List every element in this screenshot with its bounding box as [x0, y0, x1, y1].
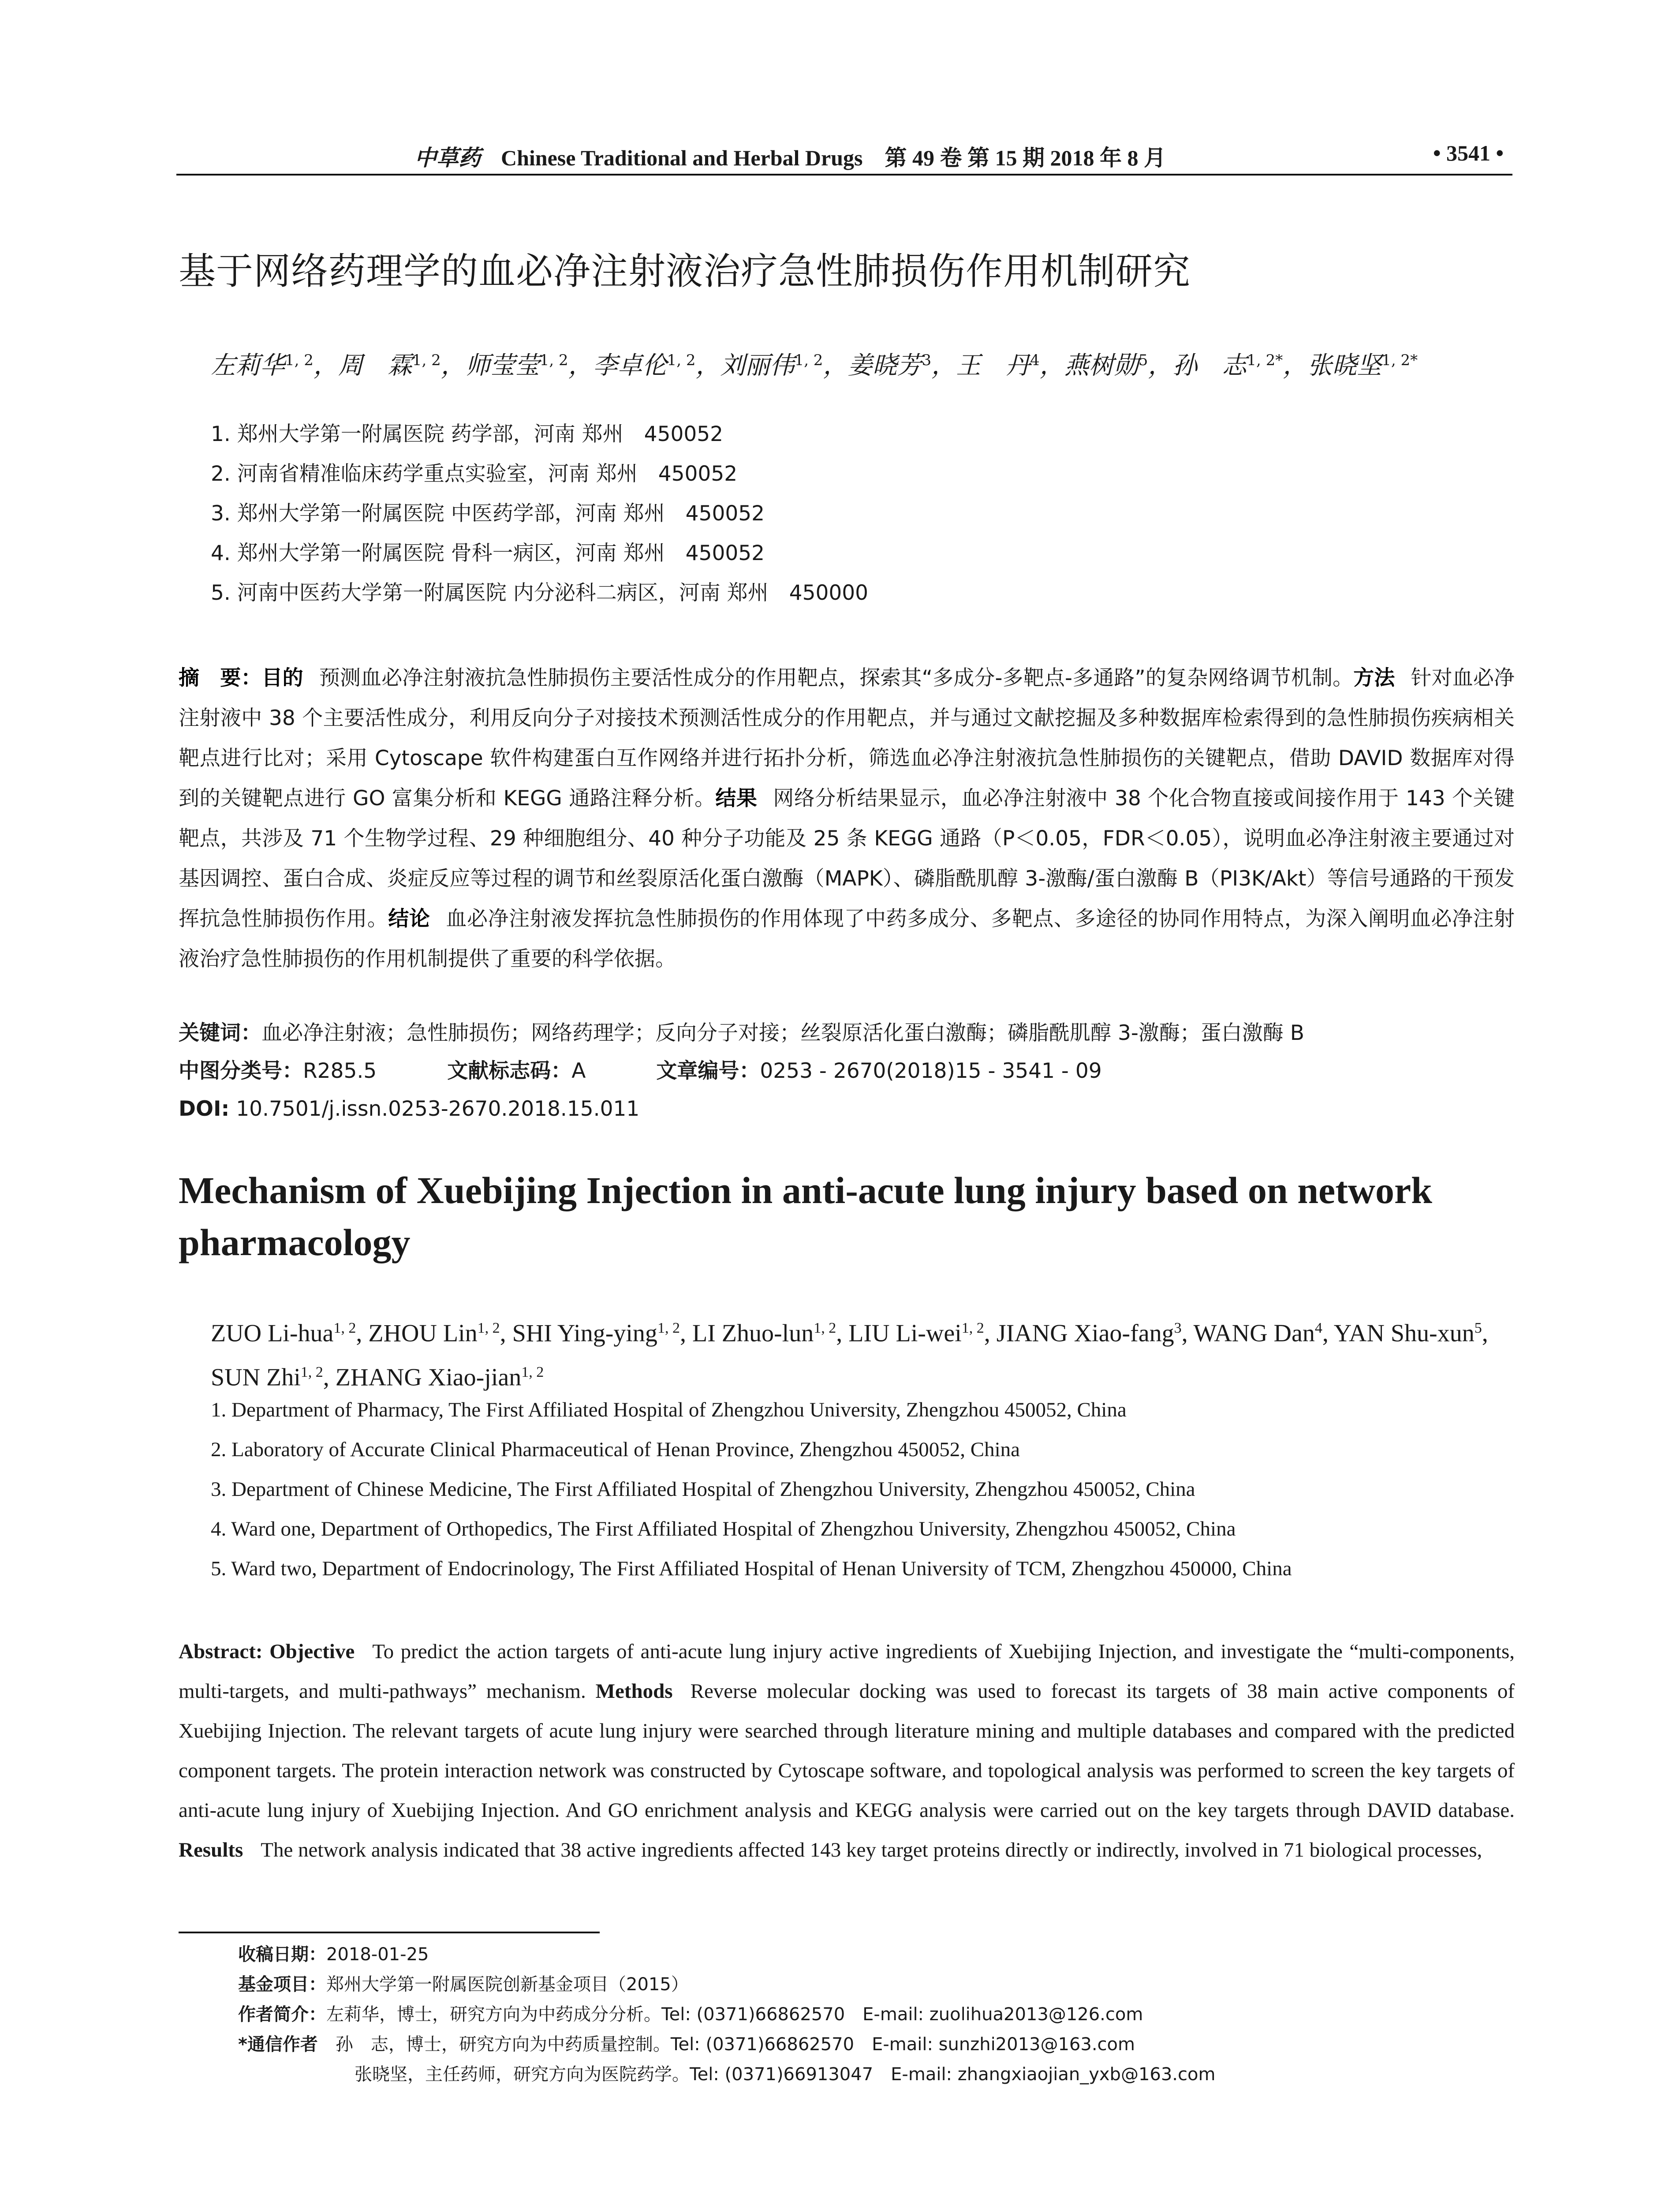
english-affiliations: [211, 1390, 1516, 1588]
author-name: 李卓伦: [593, 351, 667, 380]
author-affiliation-mark: 3: [922, 351, 932, 369]
author-affiliation-mark: 1, 2: [477, 1320, 500, 1336]
fund-info: [238, 1970, 1517, 1999]
author-affiliation-mark: 1, 2: [285, 351, 314, 369]
en-objective-text: To predict the action targets of anti-acute lung injury active ingredients of Xuebijing Injection, and investigate the “multi-components, multi-targets, and multi-pathways” mechanism.: [179, 1640, 1515, 1703]
affiliation-line: 5. Ward two, Department of Endocrinology, The First Affiliated Hospital of Henan University of TCM, Zhengzhou 450000, China: [211, 1557, 1292, 1580]
author-affiliation-mark: 1, 2: [657, 1320, 680, 1336]
author-name: ZHANG Xiao-jian: [335, 1364, 522, 1391]
footnotes: [238, 1940, 1517, 2089]
journal-line: [414, 140, 1166, 172]
clc-value: R285.5: [303, 1059, 377, 1083]
author-affiliation-mark: 4: [1314, 1320, 1322, 1336]
affiliation-line: 3. 郑州大学第一附属医院 中医药学部，河南 郑州 450052: [211, 501, 765, 526]
en-methods-text: Reverse molecular docking was used to forecast its targets of 38 main active components of Xuebijing Injection. The relevant targets of acute lung injury were searched through literature mining and multiple databases and compared with the predicted component targets. The protein interaction network was constructed by Cytoscape software, and topological analysis was performed to screen the key targets of anti-acute lung injury of Xuebijing Injection. And GO enrichment analysis and KEGG analysis were carried out on the key targets through DAVID database.: [179, 1680, 1515, 1822]
author-affiliation-mark: 1, 2: [961, 1320, 984, 1336]
author-name: 王 丹: [956, 351, 1030, 380]
author-name: 师莹莹: [465, 351, 540, 380]
chinese-author-list: [211, 339, 1516, 388]
fund-label: 基金项目：: [238, 1974, 326, 1995]
author-affiliation-mark: 1, 2: [333, 1320, 356, 1336]
running-header: [176, 140, 1512, 173]
corresponding-author-2: 张晓坚，主任药师，研究方向为医院药学。Tel: (0371)66913047 E-mail: zhangxiaojian_yxb@163.com: [355, 2064, 1216, 2085]
author-bio: [238, 1999, 1517, 2029]
author-name: 姜晓芳: [847, 351, 922, 380]
author-name: SUN Zhi: [211, 1364, 301, 1391]
keywords-line: [179, 1014, 1515, 1052]
author-separator: ，: [441, 351, 466, 380]
fund-value: 郑州大学第一附属医院创新基金项目（2015）: [326, 1974, 689, 1995]
author-affiliation-mark: 1, 2: [412, 351, 441, 369]
author-separator: ,: [836, 1319, 849, 1347]
keywords-text: 血必净注射液；急性肺损伤；网络药理学；反向分子对接；丝裂原活化蛋白激酶；磷脂酰肌醇 3-激酶；蛋白激酶 B: [261, 1021, 1304, 1045]
en-results-label: Results: [179, 1839, 243, 1861]
affiliation-line: 1. 郑州大学第一附属医院 药学部，河南 郑州 450052: [211, 422, 724, 446]
results-label: 结果: [715, 786, 758, 811]
chinese-title: 基于网络药理学的血必净注射液治疗急性肺损伤作用机制研究: [179, 250, 1191, 293]
doc-code-value: A: [571, 1059, 586, 1083]
journal-issue: Chinese Traditional and Herbal Drugs 第 49 卷 第 15 期 2018 年 8 月: [501, 146, 1166, 170]
author-separator: ,: [323, 1364, 336, 1391]
journal-logo: 中草药: [414, 146, 481, 170]
chinese-abstract: [179, 658, 1515, 979]
author-separator: ,: [1322, 1319, 1334, 1347]
methods-text: 针对血必净注射液中 38 个主要活性成分，利用反向分子对接技术预测活性成分的作用靶点，并与通过文献挖掘及多种数据库检索得到的急性肺损伤疾病相关靶点进行比对；采用 Cytoscape 软件构建蛋白互作网络并进行拓扑分析，筛选血必净注射液抗急性肺损伤的关键靶点，借助 DAVID 数据库对得到的关键靶点进行 GO 富集分析和 KEGG 通路注释分析。: [179, 666, 1515, 811]
author-affiliation-mark: 5: [1474, 1320, 1482, 1336]
author-name: 孙 志: [1172, 351, 1247, 380]
author-name: 刘丽伟: [720, 351, 795, 380]
received-label: 收稿日期：: [238, 1944, 326, 1965]
corr-author-1: 孙 志，博士，研究方向为中药质量控制。Tel: (0371)66862570 E-mail: sunzhi2013@163.com: [335, 2034, 1135, 2055]
author-name: LI Zhuo-lun: [692, 1319, 814, 1347]
author-affiliation-mark: 1, 2: [300, 1364, 323, 1380]
article-no-value: 0253 - 2670(2018)15 - 3541 - 09: [760, 1059, 1102, 1083]
author-affiliation-mark: 1, 2*: [1247, 351, 1283, 369]
doi-line: [179, 1090, 1515, 1128]
doi-value: 10.7501/j.issn.0253-2670.2018.15.011: [236, 1097, 640, 1121]
received-date: [238, 1940, 1517, 1970]
author-separator: ，: [695, 351, 721, 380]
author-name: 左莉华: [211, 351, 285, 380]
affiliation-line: 2. 河南省精准临床药学重点实验室，河南 郑州 450052: [211, 462, 738, 486]
received-value: 2018-01-25: [326, 1944, 429, 1965]
footnote-rule: [179, 1932, 600, 1933]
author-affiliation-mark: 1, 2*: [1381, 351, 1418, 369]
objective-label: 目的: [261, 666, 303, 690]
author-affiliation-mark: 4: [1030, 351, 1040, 369]
affiliation-line: 2. Laboratory of Accurate Clinical Pharmaceutical of Henan Province, Zhengzhou 450052, China: [211, 1438, 1020, 1461]
author-affiliation-mark: 5: [1138, 351, 1148, 369]
en-methods-label: Methods: [595, 1680, 673, 1703]
affiliation-line: 4. Ward one, Department of Orthopedics, The First Affiliated Hospital of Zhengzhou University, Zhengzhou 450052, China: [211, 1517, 1236, 1540]
author-affiliation-mark: 1, 2: [521, 1364, 544, 1380]
en-objective-label: Abstract: Objective: [179, 1640, 355, 1663]
author-separator: ，: [1283, 351, 1308, 380]
results-text: 网络分析结果显示，血必净注射液中 38 个化合物直接或间接作用于 143 个关键靶点，共涉及 71 个生物学过程、29 种细胞组分、40 种分子功能及 25 条 KEGG 通路（P＜0.05，FDR＜0.05），说明血必净注射液主要通过对基因调控、蛋白合成、炎症反应等过程的调节和丝裂原活化蛋白激酶（MAPK）、磷脂酰肌醇 3-激酶/蛋白激酶 B（PI3K/Akt）等信号通路的干预发挥抗急性肺损伤作用。: [179, 786, 1515, 931]
objective-text: 预测血必净注射液抗急性肺损伤主要活性成分的作用靶点，探索其“多成分-多靶点-多通路”的复杂网络调节机制。: [319, 666, 1354, 690]
conclusion-text: 血必净注射液发挥抗急性肺损伤的作用体现了中药多成分、多靶点、多途径的协同作用特点，为深入阐明血必净注射液治疗急性肺损伤的作用机制提供了重要的科学依据。: [179, 907, 1515, 971]
conclusion-label: 结论: [388, 907, 430, 931]
author-separator: ，: [1148, 351, 1173, 380]
author-separator: ,: [500, 1319, 512, 1347]
affiliation-line: 5. 河南中医药大学第一附属医院 内分泌科二病区，河南 郑州 450000: [211, 581, 869, 605]
english-author-list: [211, 1309, 1516, 1397]
chinese-metadata: [179, 1014, 1515, 1128]
author-affiliation-mark: 1, 2: [794, 351, 823, 369]
author-affiliation-mark: 1, 2: [539, 351, 568, 369]
en-results-text: The network analysis indicated that 38 active ingredients affected 143 key target proteins directly or indirectly, involved in 71 biological processes,: [261, 1839, 1482, 1861]
author-separator: ，: [823, 351, 848, 380]
author-separator: ,: [984, 1319, 997, 1347]
affiliation-line: 4. 郑州大学第一附属医院 骨科一病区，河南 郑州 450052: [211, 541, 765, 565]
author-name: JIANG Xiao-fang: [996, 1319, 1174, 1347]
doc-code-label: 文献标志码：: [447, 1059, 572, 1083]
author-affiliation-mark: 1, 2: [667, 351, 696, 369]
keywords-label: 关键词：: [179, 1021, 261, 1045]
page-number: • 3541 •: [1433, 141, 1504, 165]
author-separator: ,: [1181, 1319, 1194, 1347]
english-title: Mechanism of Xuebijing Injection in anti-acute lung injury based on network pharmacology: [179, 1169, 1432, 1263]
author-separator: ，: [313, 351, 338, 380]
author-separator: ，: [568, 351, 593, 380]
corr-label: *通信作者: [238, 2034, 318, 2055]
author-name: LIU Li-wei: [848, 1319, 962, 1347]
methods-label: 方法: [1353, 666, 1395, 690]
author-separator: ，: [1039, 351, 1064, 380]
author-name: WANG Dan: [1193, 1319, 1315, 1347]
author-separator: ,: [356, 1319, 369, 1347]
author-name: ZUO Li-hua: [211, 1319, 334, 1347]
author-name: 燕树勋: [1064, 351, 1139, 380]
author-separator: ,: [1482, 1319, 1488, 1347]
author-name: YAN Shu-xun: [1333, 1319, 1475, 1347]
author-separator: ,: [679, 1319, 692, 1347]
author-separator: ，: [931, 351, 956, 380]
abstract-label: 摘 要：: [179, 666, 262, 690]
bio-value: 左莉华，博士，研究方向为中药成分分析。Tel: (0371)66862570 E-mail: zuolihua2013@126.com: [326, 2004, 1143, 2025]
chinese-affiliations: [211, 415, 1516, 613]
affiliation-line: 3. Department of Chinese Medicine, The First Affiliated Hospital of Zhengzhou University, Zhengzhou 450052, China: [211, 1478, 1195, 1501]
doi-label: DOI:: [179, 1097, 230, 1121]
author-name: 周 霖: [338, 351, 412, 380]
author-name: 张晓坚: [1307, 351, 1382, 380]
article-no-label: 文章编号：: [656, 1059, 760, 1083]
clc-label: 中图分类号：: [179, 1059, 303, 1083]
author-name: SHI Ying-ying: [512, 1319, 657, 1347]
header-rule: [176, 174, 1512, 176]
corresponding-author: [238, 2029, 1517, 2059]
english-abstract: [179, 1632, 1515, 1870]
author-name: ZHOU Lin: [368, 1319, 478, 1347]
bio-label: 作者简介：: [238, 2004, 326, 2025]
affiliation-line: 1. Department of Pharmacy, The First Affiliated Hospital of Zhengzhou University, Zhengzhou 450052, China: [211, 1398, 1127, 1421]
classification-line: [179, 1052, 1515, 1090]
author-affiliation-mark: 1, 2: [814, 1320, 836, 1336]
author-affiliation-mark: 3: [1174, 1320, 1182, 1336]
